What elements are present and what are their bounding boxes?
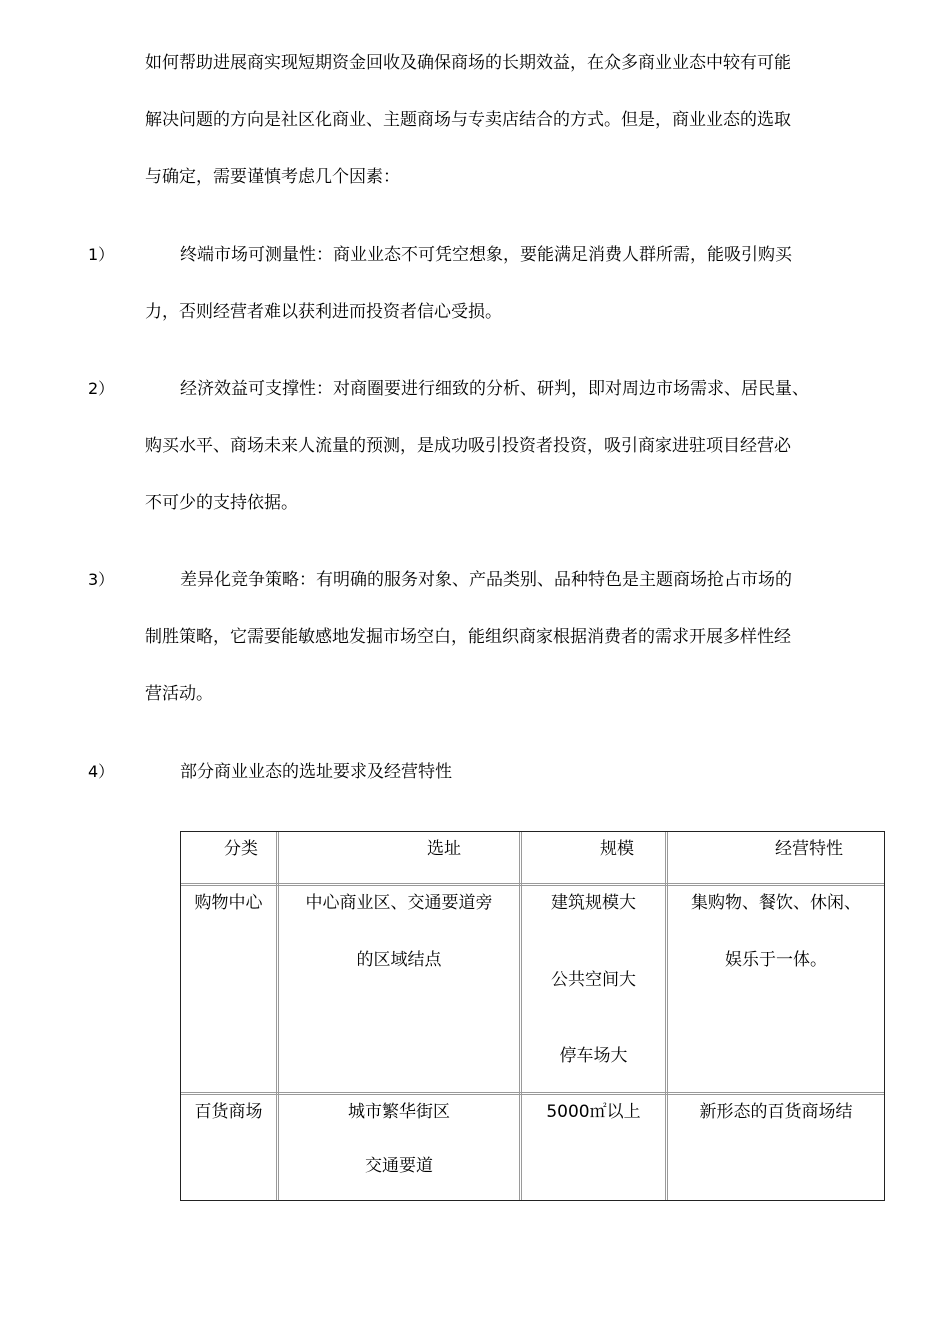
item-2-number: 2） — [88, 379, 115, 398]
item-2-line-1: 经济效益可支撑性：对商圈要进行细致的分析、研判，即对周边市场需求、居民量、 — [180, 379, 809, 399]
item-1-line-2: 力，否则经营者难以获利进而投资者信心受损。 — [145, 302, 502, 322]
item-3-line-3: 营活动。 — [145, 684, 213, 704]
header-scale: 规模 — [600, 839, 634, 859]
table-row-divider — [181, 1092, 884, 1095]
item-3-line-2: 制胜策略，它需要能敏感地发掘市场空白，能组织商家根据消费者的需求开展多样性经 — [145, 627, 791, 647]
intro-line-3: 与确定，需要谨慎考虑几个因素： — [145, 167, 400, 187]
intro-line-1: 如何帮助进展商实现短期资金回收及确保商场的长期效益，在众多商业业态中较有可能 — [145, 53, 791, 73]
table-row-1-location-line-2: 的区域结点 — [356, 950, 442, 970]
table-row-1-category: 购物中心 — [194, 893, 263, 913]
table-row-1-features-line-2: 娱乐于一体。 — [725, 950, 827, 970]
table-row-1-scale-line-2: 公共空间大 — [551, 970, 636, 990]
table-row-1-features-line-1: 集购物、餐饮、休闲、 — [691, 893, 861, 913]
item-2-line-2: 购买水平、商场未来人流量的预测，是成功吸引投资者投资，吸引商家进驻项目经营必 — [145, 436, 791, 456]
table-row-1-location-line-1: 中心商业区、交通要道旁 — [305, 893, 493, 913]
table-row-1-scale-line-3: 停车场大 — [559, 1046, 628, 1066]
business-format-table — [180, 831, 885, 1201]
header-category: 分类 — [224, 839, 258, 859]
table-row-2-scale-line-1: 5000㎡以上 — [546, 1102, 641, 1122]
intro-line-2: 解决问题的方向是社区化商业、主题商场与专卖店结合的方式。但是，商业业态的选取 — [145, 110, 791, 130]
header-location: 选址 — [427, 839, 461, 859]
table-col-divider — [519, 832, 522, 1200]
table-col-divider — [276, 832, 279, 1200]
table-row-2-features-line-1: 新形态的百货商场结 — [699, 1102, 853, 1122]
table-row-1-scale-line-1: 建筑规模大 — [551, 893, 636, 913]
item-3-number: 3） — [88, 570, 115, 589]
table-row-divider — [181, 883, 884, 886]
item-1-number: 1） — [88, 245, 115, 264]
item-1-line-1: 终端市场可测量性：商业业态不可凭空想象，要能满足消费人群所需，能吸引购买 — [180, 245, 792, 265]
table-row-2-category: 百货商场 — [194, 1102, 263, 1122]
table-row-2-location-line-2: 交通要道 — [365, 1156, 433, 1176]
table-row-2-location-line-1: 城市繁华街区 — [348, 1102, 450, 1122]
item-2-line-3: 不可少的支持依据。 — [145, 493, 298, 513]
item-4-number: 4） — [88, 762, 115, 781]
table-col-divider — [665, 832, 668, 1200]
item-4-line-1: 部分商业业态的选址要求及经营特性 — [180, 762, 452, 782]
item-3-line-1: 差异化竞争策略：有明确的服务对象、产品类别、品种特色是主题商场抢占市场的 — [180, 570, 792, 590]
header-features: 经营特性 — [775, 839, 843, 859]
